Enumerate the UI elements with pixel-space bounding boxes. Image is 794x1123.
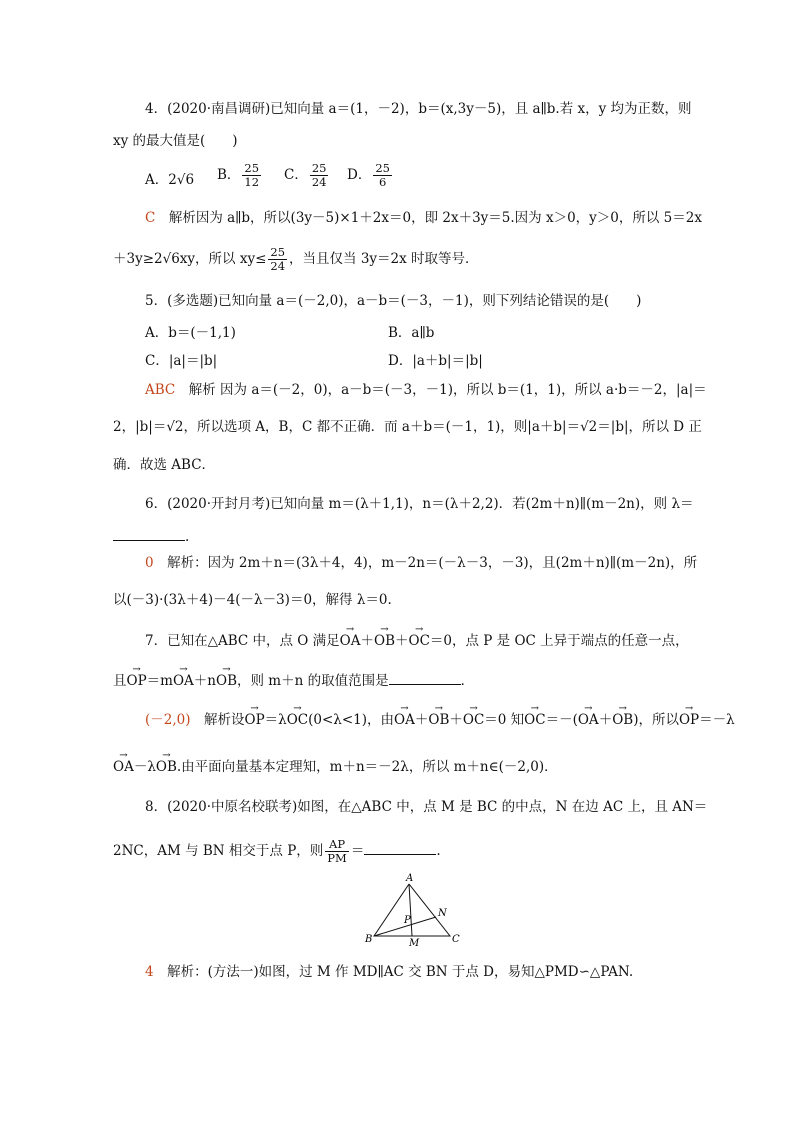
q7-answer-blank[interactable] xyxy=(389,670,461,685)
q7-stem-line1: 7．已知在△ABC 中，点 O 满足→ OA＋→ OB＋→ OC＝0，点 P 是 OC 上异于端点的任意一点， xyxy=(145,631,715,651)
q4-stem-line1: 4．(2020·南昌调研)已知向量 a＝(1，－2)，b＝(x,3y－5)，且 a∥b.若 x，y 均为正数，则 xyxy=(145,101,692,117)
q4-option-a: A．2√6 xyxy=(145,172,195,188)
q8-stem-line1: 8．(2020·中原名校联考)如图，在△ABC 中，点 M 是 BC 的中点，N 在边 AC 上，且 AN＝ xyxy=(145,799,708,815)
vector-oc: → OC xyxy=(409,631,430,651)
q7-solution-line1: (－2,0) 解析设→ OP＝λ→ OC(0<λ<1)，由→ OA＋→ OB＋→ OC＝0 知→ OC＝－(→ OA＋→ OB)，所以→ OP＝－λ xyxy=(145,710,715,730)
label-b: B xyxy=(365,934,373,945)
q4-stem-line2: xy 的最大值是( ) xyxy=(113,133,238,149)
vector-oa: → OA xyxy=(340,631,361,651)
q5-solution-line1: ABC 解析 因为 a＝(－2，0)，a－b＝(－3，－1)，所以 b＝(1，1)，所以 a·b＝－2，|a|＝ xyxy=(145,382,707,398)
label-a: A xyxy=(406,873,414,884)
vector-op: → OP xyxy=(127,671,147,691)
q6-solution-line1: 0 解析：因为 2m＋n＝(3λ＋4，4)，m－2n＝(－λ－3，－3)，且(2m＋n)∥(m－2n)，所 xyxy=(145,555,698,571)
q5-option-c: C．|a|＝|b| xyxy=(145,353,218,369)
q8-answer-key: 4 xyxy=(145,964,154,980)
q5-option-d: D．|a＋b|＝|b| xyxy=(388,353,483,369)
q5-solution-line3: 确．故选 ABC． xyxy=(113,457,216,473)
q7-answer-key: (－2,0) xyxy=(145,712,191,728)
q7-solution-line2: → OA－λ→ OB.由平面向量基本定理知，m＋n＝－2λ，所以 m＋n∈(－2,0)． xyxy=(113,757,683,777)
q4-answer-key: C xyxy=(145,210,156,226)
q5-answer-key: ABC xyxy=(145,382,176,398)
vector-ob: → OB xyxy=(374,631,395,651)
q7-stem-line2: 且→ OP＝m→ OA＋n→ OB，则 m＋n 的取值范围是 ． xyxy=(113,670,683,691)
q5-option-b: B．a∥b xyxy=(388,325,435,341)
q8-stem-line2: 2NC，AM 与 BN 相交于点 P，则 $\frac{AP}{PM}$ ＝ . xyxy=(113,837,441,865)
q4-solution-line2: ＋3y≥2√6xy，所以 xy≤ $\frac{25}{24}$ ，当且仅当 3y＝2x 时取等号． xyxy=(113,245,479,273)
q4-solution-line1: C 解析因为 a∥b，所以(3y－5)×1＋2x＝0，即 2x＋3y＝5.因为 x＞0，y＞0，所以 5＝2x xyxy=(145,210,702,226)
segment-am xyxy=(409,884,412,936)
q6-solution-line2: 以(－3)·(3λ＋4)－4(－λ－3)＝0，解得 λ＝0. xyxy=(113,592,392,608)
q5-solution-line2: 2，|b|＝√2，所以选项 A，B，C 都不正确．而 a＋b＝(－1，1)，则|a＋b|＝√2＝|b|，所以 D 正 xyxy=(113,419,702,435)
q4-option-c: C． $\frac{25}{24}$ xyxy=(284,161,327,189)
vector-ob: → OB xyxy=(216,671,237,691)
q8-solution-line1: 4 解析：(方法一)如图，过 M 作 MD∥AC 交 BN 于点 D，易知△PMD∽△PAN. xyxy=(145,964,634,980)
q4-option-b: B． $\frac{25}{12}$ xyxy=(217,161,260,189)
q6-stem-line1: 6．(2020·开封月考)已知向量 m＝(λ＋1,1)，n＝(λ＋2,2)．若(2m＋n)∥(m－2n)，则 λ＝ xyxy=(145,496,694,512)
label-c: C xyxy=(452,934,460,945)
q5-option-a: A．b＝(－1,1) xyxy=(145,325,236,341)
vector-oa: → OA xyxy=(173,671,194,691)
label-p: P xyxy=(404,915,411,926)
label-n: N xyxy=(438,908,447,919)
q8-answer-blank[interactable] xyxy=(364,840,436,855)
q5-stem-line1: 5．(多选题)已知向量 a＝(－2,0)，a－b＝(－3，－1)，则下列结论错误的是( ) xyxy=(145,293,642,309)
q6-answer-blank[interactable] xyxy=(113,526,185,541)
label-m: M xyxy=(409,938,420,947)
q4-option-d: D． $\frac{25}{6}$ xyxy=(347,161,390,189)
triangle-figure xyxy=(362,872,462,947)
q6-stem-line2: . xyxy=(113,526,683,547)
q6-answer-key: 0 xyxy=(145,555,154,571)
